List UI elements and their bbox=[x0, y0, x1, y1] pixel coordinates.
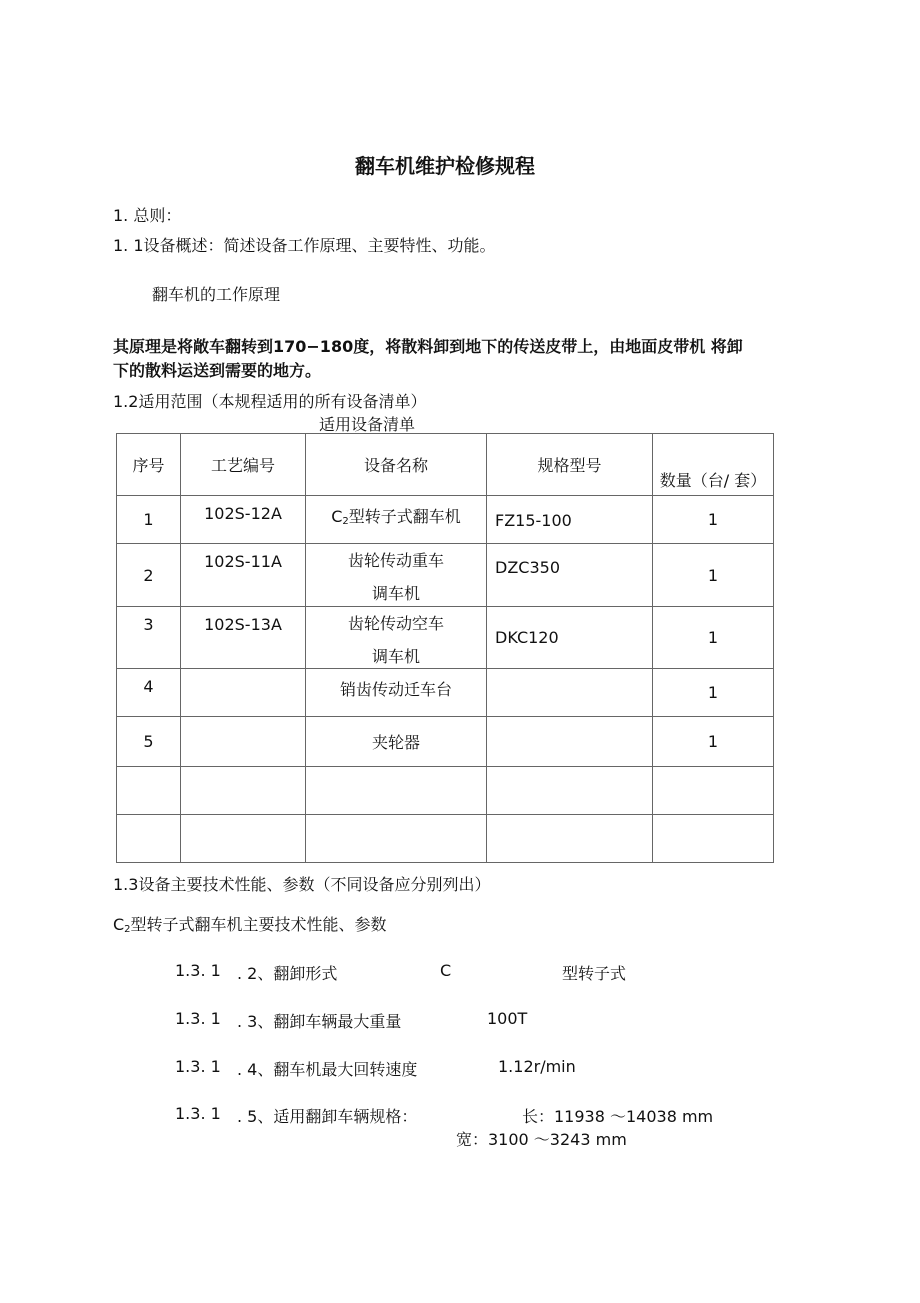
table-row bbox=[117, 669, 774, 717]
param-value-2: 型转子式 bbox=[562, 964, 627, 983]
row-name-text: 齿轮传动重车调车机 bbox=[347, 551, 444, 603]
empty-cell bbox=[181, 815, 306, 863]
header-spec: 规格型号 bbox=[487, 434, 653, 496]
row-qty: 1 bbox=[653, 544, 774, 607]
principle-heading: 翻车机的工作原理 bbox=[152, 285, 281, 304]
row-name: 夹轮器 bbox=[306, 717, 487, 767]
param-number: 1.3. 1 bbox=[175, 961, 221, 980]
table-row-empty bbox=[117, 767, 774, 815]
row-name-text bbox=[306, 504, 486, 527]
row-code-text: 102S-11A bbox=[204, 552, 282, 571]
param-number: 1.3. 1 bbox=[175, 1009, 221, 1028]
row-code-text: 102S-12A bbox=[204, 504, 282, 523]
row-code-text: 102S-13A bbox=[204, 615, 282, 634]
row-qty: 1 bbox=[653, 496, 774, 544]
name-prefix: C bbox=[331, 507, 343, 526]
row-spec-text: DZC350 bbox=[495, 558, 560, 577]
param-number: 1.3. 1 bbox=[175, 1057, 221, 1076]
row-spec bbox=[487, 544, 653, 607]
row-code bbox=[181, 496, 306, 544]
empty-cell bbox=[117, 815, 181, 863]
header-name: 设备名称 bbox=[306, 434, 487, 496]
table-row bbox=[117, 717, 774, 767]
row-no: 3 bbox=[117, 607, 181, 669]
row-spec bbox=[487, 717, 653, 767]
row-no: 1 bbox=[117, 496, 181, 544]
empty-cell bbox=[487, 767, 653, 815]
table-row bbox=[117, 544, 774, 607]
empty-cell bbox=[653, 767, 774, 815]
row-code bbox=[181, 607, 306, 669]
row-spec bbox=[487, 496, 653, 544]
table-caption: 适用设备清单 bbox=[319, 415, 416, 434]
row-no: 2 bbox=[117, 544, 181, 607]
param-label: . 5、适用翻卸车辆规格： bbox=[237, 1107, 418, 1126]
c2-prefix: C bbox=[113, 915, 125, 934]
section-1-2-heading: 1.2适用范围（本规程适用的所有设备清单） bbox=[113, 392, 427, 411]
row-code bbox=[181, 544, 306, 607]
param-value-2: 宽：3100 ～3243 mm bbox=[456, 1130, 627, 1149]
table-row bbox=[117, 607, 774, 669]
row-no: 5 bbox=[117, 717, 181, 767]
row-qty: 1 bbox=[653, 607, 774, 669]
param-value: 1.12r/min bbox=[498, 1057, 576, 1076]
c2-params-heading bbox=[113, 912, 387, 935]
empty-cell bbox=[306, 815, 487, 863]
principle-text-line-1: 其原理是将敞车翻转到170−180度，将散料卸到地下的传送皮带上，由地面皮带机 将卸 bbox=[113, 337, 743, 356]
empty-cell bbox=[653, 815, 774, 863]
row-spec-text: DKC120 bbox=[495, 628, 559, 647]
param-label: . 2、翻卸形式 bbox=[237, 964, 338, 983]
table-header-row bbox=[117, 434, 774, 496]
row-spec-text: FZ15-100 bbox=[495, 511, 572, 530]
row-name bbox=[306, 496, 487, 544]
param-number: 1.3. 1 bbox=[175, 1104, 221, 1123]
header-qty: 数量（台/ 套） bbox=[653, 434, 774, 496]
empty-cell bbox=[117, 767, 181, 815]
row-qty: 1 bbox=[653, 669, 774, 717]
row-name bbox=[306, 669, 487, 717]
section-1-3-heading: 1.3设备主要技术性能、参数（不同设备应分别列出） bbox=[113, 875, 491, 894]
table-row-empty bbox=[117, 815, 774, 863]
row-qty: 1 bbox=[653, 717, 774, 767]
row-spec bbox=[487, 669, 653, 717]
row-name bbox=[306, 607, 487, 669]
row-no: 4 bbox=[117, 669, 181, 717]
c2-subscript: 2 bbox=[124, 924, 131, 935]
row-name bbox=[306, 544, 487, 607]
section-1-heading: 1. 总则： bbox=[113, 206, 182, 225]
empty-cell bbox=[487, 815, 653, 863]
section-1-1-heading: 1. 1设备概述：简述设备工作原理、主要特性、功能。 bbox=[113, 236, 496, 255]
name-main: 型转子式翻车机 bbox=[348, 507, 461, 526]
row-name-text: 销齿传动迁车台 bbox=[339, 680, 452, 699]
empty-cell bbox=[306, 767, 487, 815]
header-code: 工艺编号 bbox=[181, 434, 306, 496]
row-spec bbox=[487, 607, 653, 669]
row-code bbox=[181, 669, 306, 717]
param-label: . 3、翻卸车辆最大重量 bbox=[237, 1012, 402, 1031]
empty-cell bbox=[181, 767, 306, 815]
equipment-table bbox=[116, 433, 774, 863]
param-value: C bbox=[440, 961, 452, 980]
principle-text-line-2: 下的散料运送到需要的地方。 bbox=[113, 361, 322, 380]
c2-heading-text: 型转子式翻车机主要技术性能、参数 bbox=[130, 915, 387, 934]
page-title: 翻车机维护检修规程 bbox=[355, 154, 535, 178]
row-code bbox=[181, 717, 306, 767]
table-row bbox=[117, 496, 774, 544]
name-subscript: 2 bbox=[342, 516, 349, 527]
param-value: 100T bbox=[487, 1009, 528, 1028]
row-name-text: 齿轮传动空车调车机 bbox=[347, 614, 444, 666]
header-no: 序号 bbox=[117, 434, 181, 496]
param-label: . 4、翻车机最大回转速度 bbox=[237, 1060, 418, 1079]
param-value: 长：11938 ～14038 mm bbox=[522, 1107, 714, 1126]
